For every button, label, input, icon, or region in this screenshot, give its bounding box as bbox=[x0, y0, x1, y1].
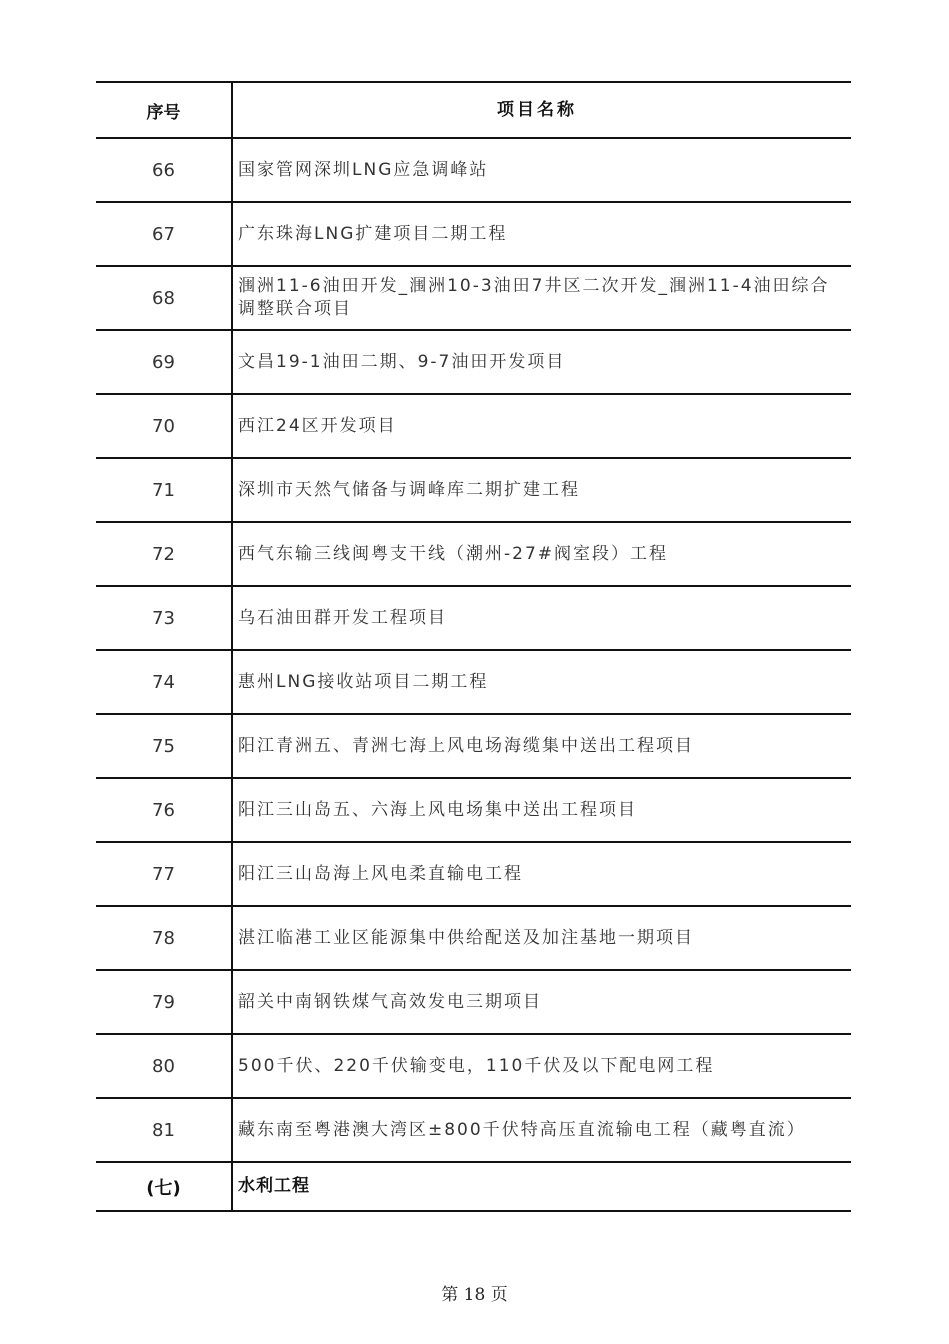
row-number: 71 bbox=[96, 459, 233, 521]
page-number: 第 18 页 bbox=[441, 1285, 508, 1305]
table-row bbox=[96, 713, 851, 777]
table-row bbox=[96, 137, 851, 201]
section-heading-row bbox=[96, 1161, 851, 1212]
row-project-name: 惠州LNG接收站项目二期工程 bbox=[238, 671, 489, 692]
row-project-name: 国家管网深圳LNG应急调峰站 bbox=[238, 159, 489, 180]
row-project-name: 乌石油田群开发工程项目 bbox=[238, 607, 447, 628]
table-row bbox=[96, 649, 851, 713]
table-row bbox=[96, 1097, 851, 1161]
table-row bbox=[96, 969, 851, 1033]
table-row bbox=[96, 393, 851, 457]
row-project-name: 西气东输三线闽粤支干线（潮州-27#阀室段）工程 bbox=[238, 543, 669, 564]
table-row bbox=[96, 521, 851, 585]
row-number: 79 bbox=[96, 971, 233, 1033]
row-project-name: 涠洲11-6油田开发_涠洲10-3油田7井区二次开发_涠洲11-4油田综合调整联合项目 bbox=[238, 276, 830, 319]
row-number: 68 bbox=[96, 267, 233, 329]
row-project-name: 西江24区开发项目 bbox=[238, 415, 397, 436]
row-number: 74 bbox=[96, 651, 233, 713]
row-number: 81 bbox=[96, 1099, 233, 1161]
row-number: 70 bbox=[96, 395, 233, 457]
header-serial-number: 序号 bbox=[96, 83, 233, 137]
row-number: 80 bbox=[96, 1035, 233, 1097]
table-row bbox=[96, 1033, 851, 1097]
row-number: 66 bbox=[96, 139, 233, 201]
row-project-name: 阳江青洲五、青洲七海上风电场海缆集中送出工程项目 bbox=[238, 735, 694, 756]
row-number: 78 bbox=[96, 907, 233, 969]
row-project-name: 韶关中南钢铁煤气高效发电三期项目 bbox=[238, 991, 542, 1012]
row-project-name: 藏东南至粤港澳大湾区±800千伏特高压直流输电工程（藏粤直流） bbox=[238, 1119, 806, 1140]
section-title: 水利工程 bbox=[238, 1176, 310, 1196]
table-row bbox=[96, 585, 851, 649]
row-number: 77 bbox=[96, 843, 233, 905]
table-row bbox=[96, 841, 851, 905]
row-number: 76 bbox=[96, 779, 233, 841]
project-table bbox=[96, 81, 851, 1212]
row-project-name: 湛江临港工业区能源集中供给配送及加注基地一期项目 bbox=[238, 927, 694, 948]
section-number: (七) bbox=[96, 1163, 233, 1210]
row-project-name: 文昌19-1油田二期、9-7油田开发项目 bbox=[238, 351, 566, 372]
row-project-name: 阳江三山岛五、六海上风电场集中送出工程项目 bbox=[238, 799, 637, 820]
row-number: 75 bbox=[96, 715, 233, 777]
table-row bbox=[96, 777, 851, 841]
table-row bbox=[96, 265, 851, 329]
table-row bbox=[96, 905, 851, 969]
table-row bbox=[96, 201, 851, 265]
row-number: 69 bbox=[96, 331, 233, 393]
row-number: 73 bbox=[96, 587, 233, 649]
row-project-name: 广东珠海LNG扩建项目二期工程 bbox=[238, 223, 508, 244]
table-row bbox=[96, 457, 851, 521]
table-row bbox=[96, 329, 851, 393]
row-project-name: 阳江三山岛海上风电柔直输电工程 bbox=[238, 863, 523, 884]
row-number: 72 bbox=[96, 523, 233, 585]
header-project-name: 项目名称 bbox=[497, 99, 577, 120]
row-project-name: 500千伏、220千伏输变电，110千伏及以下配电网工程 bbox=[238, 1055, 715, 1076]
row-number: 67 bbox=[96, 203, 233, 265]
row-project-name: 深圳市天然气储备与调峰库二期扩建工程 bbox=[238, 479, 580, 500]
table-header bbox=[96, 81, 851, 137]
